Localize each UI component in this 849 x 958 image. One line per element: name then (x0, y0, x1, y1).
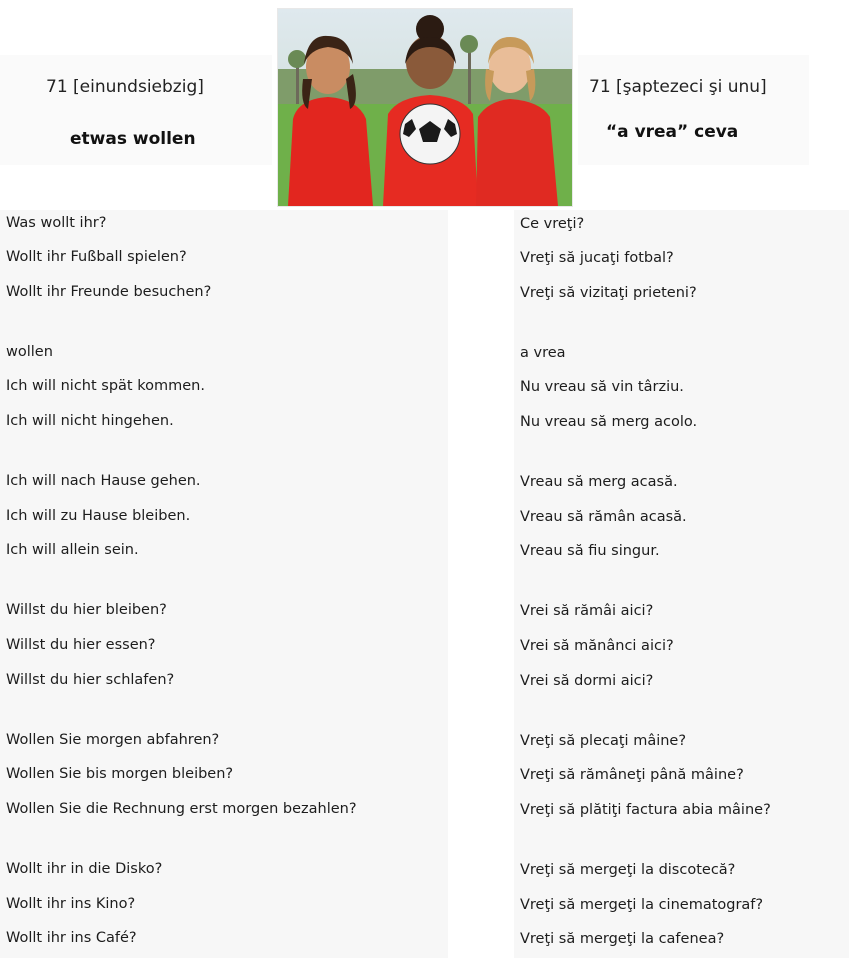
phrase-ro: Vreau să rămân acasă. (520, 509, 687, 525)
phrase-de: Ich will nicht spät kommen. (6, 378, 205, 394)
phrase-ro: a vrea (520, 345, 566, 361)
phrase-de: Wollen Sie morgen abfahren? (6, 732, 220, 748)
phrase-de: Wollt ihr ins Kino? (6, 896, 136, 912)
phrase-ro: Vreţi să rămâneţi până mâine? (520, 767, 744, 783)
right-header (578, 55, 809, 165)
phrase-de: Wollen Sie die Rechnung erst morgen bezahlen? (6, 801, 357, 817)
phrase-ro: Vreţi să mergeţi la cinematograf? (520, 897, 764, 913)
phrase-de: Was wollt ihr? (6, 215, 107, 231)
phrase-ro: Vrei să dormi aici? (520, 673, 654, 689)
phrase-ro: Vreţi să mergeţi la cafenea? (520, 931, 725, 947)
romanian-column (514, 210, 849, 958)
phrase-ro: Vreţi să plecaţi mâine? (520, 733, 687, 749)
phrase-de: Willst du hier schlafen? (6, 672, 175, 688)
phrase-de: Wollt ihr Fußball spielen? (6, 249, 187, 265)
phrase-ro: Vreţi să plătiţi factura abia mâine? (520, 802, 771, 818)
phrase-ro: Vreau să merg acasă. (520, 474, 678, 490)
phrase-de: Ich will zu Hause bleiben. (6, 508, 191, 524)
phrase-de: Wollt ihr in die Disko? (6, 861, 163, 877)
lesson-number-ro: 71 [şaptezeci şi unu] (589, 77, 767, 97)
lesson-number-de: 71 [einundsiebzig] (46, 77, 204, 97)
phrase-ro: Vreţi să jucaţi fotbal? (520, 250, 674, 266)
phrase-de: Wollt ihr ins Café? (6, 930, 137, 946)
kids-soccer-photo (277, 8, 573, 207)
phrase-ro: Vreţi să vizitaţi prieteni? (520, 285, 697, 301)
lesson-title-de: etwas wollen (70, 129, 196, 149)
phrase-de: Ich will nicht hingehen. (6, 413, 174, 429)
phrase-ro: Vreţi să mergeţi la discotecă? (520, 862, 736, 878)
phrase-ro: Vreau să fiu singur. (520, 543, 660, 559)
lesson-title-ro: “a vrea” ceva (606, 122, 739, 142)
phrase-de: Wollen Sie bis morgen bleiben? (6, 766, 234, 782)
phrase-ro: Nu vreau să merg acolo. (520, 414, 698, 430)
phrase-de: Willst du hier essen? (6, 637, 156, 653)
phrase-ro: Vrei să rămâi aici? (520, 603, 654, 619)
phrase-de: Ich will nach Hause gehen. (6, 473, 201, 489)
phrase-de: Willst du hier bleiben? (6, 602, 167, 618)
phrase-de: Ich will allein sein. (6, 542, 139, 558)
phrase-de: Wollt ihr Freunde besuchen? (6, 284, 212, 300)
phrase-ro: Vrei să mănânci aici? (520, 638, 674, 654)
phrase-de: wollen (6, 344, 53, 360)
phrase-ro: Nu vreau să vin târziu. (520, 379, 684, 395)
german-column (0, 210, 448, 958)
phrase-ro: Ce vreţi? (520, 216, 585, 232)
